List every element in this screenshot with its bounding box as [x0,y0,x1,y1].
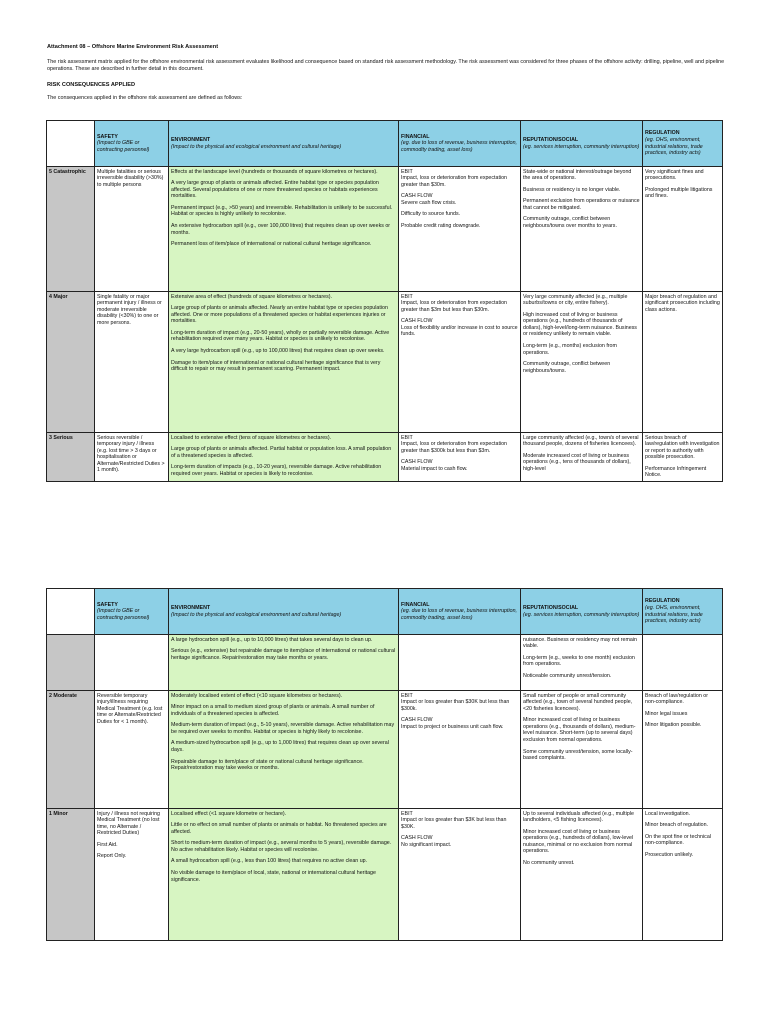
safety-cell [95,635,169,691]
cell-paragraph: Permanent impact (e.g., >50 years) and irreversible. Rehabilitation is unlikely to be successful. Habitat or species is highly unlikely to recolonise. [171,204,393,218]
table-row [47,292,723,433]
header-reputation: REPUTATION/SOCIAL (eg. services interruption, community interruption) [521,589,643,635]
consequence-level-cell: 5 Catastrophic [47,167,95,292]
reputation-cell [521,809,643,941]
regulation-cell [643,809,723,941]
cell-paragraph: Serious breach of law/regulation with investigation or report to authority with possible prosecution. [645,434,720,461]
cell-paragraph: Repairable damage to item/place of state or national cultural heritage significance. Repair/restoration may take weeks or months. [171,758,364,772]
environment-cell [169,167,399,292]
cell-paragraph: Damage to item/place of international or national cultural heritage significance that is very difficult to repair or may result in permanent scarring. Permanent impact. [171,359,381,373]
financial-cell [399,809,521,941]
regulation-cell [643,691,723,809]
cell-paragraph: Effects at the landscape level (hundreds or thousands of square kilometres or hectares). [171,168,378,175]
cell-paragraph: Minor legal issues [645,710,688,717]
section-heading: RISK CONSEQUENCES APPLIED [47,82,136,88]
cell-paragraph: Noticeable community unrest/tension. [523,672,612,679]
cell-paragraph: CASH FLOW Severe cash flow crisis. [401,193,457,206]
safety-cell [95,433,169,482]
cell-paragraph: First Aid. [97,841,118,848]
section-note: The consequences applied in the offshore risk assessment are defined as follows: [47,95,243,101]
reputation-cell [521,691,643,809]
cell-paragraph: Moderately localised extent of effect (<10 square kilometres or hectares). [171,692,343,699]
risk-consequence-table-2 [46,588,723,941]
reputation-cell [521,167,643,292]
financial-cell [399,167,521,292]
cell-paragraph: No visible damage to item/place of local, state, national or international cultural heritage significance. [171,870,376,883]
cell-paragraph: Very significant fines and prosecutions. [645,168,704,182]
cell-paragraph: Large community affected (e.g., town/s of several thousand people, dozens of fisheries licencees). [523,434,639,448]
cell-paragraph: Major breach of regulation and significant prosecution including class actions. [645,293,720,313]
cell-paragraph: Large group of plants or animals affected. Nearly an entire habitat type or species population affected. One or more populations of a threatened species or habitat experiences injuries or mortalities. [171,305,388,325]
cell-paragraph: EBIT Impact or loss greater than $30K but less than $300k. [401,692,510,712]
cell-paragraph: CASH FLOW Material impact to cash flow. [401,459,468,472]
financial-cell [399,292,521,433]
cell-paragraph: Short to medium-term duration of impact (e.g., several months to 5 years), reversible damage. No active rehabilitation likely. Habitat or species will recolonise. [171,840,392,853]
cell-paragraph: Localised effect (<1 square kilometre or hectare). [171,810,287,817]
financial-cell [399,635,521,691]
safety-cell [95,809,169,941]
cell-paragraph: Report Only. [97,853,127,860]
table-header-row [47,121,723,167]
cell-paragraph: Performance Infringement Notice. [645,465,707,479]
intro-paragraph: The risk assessment matrix applied for the offshore environmental risk assessment evaluates likelihood and consequence based on standard risk assessment methodology. The risk assessment was considered for three phases of the offshore activity: drilling, pipeline, well and pipeline operations. These are described in further detail in this document. [47,59,725,72]
cell-paragraph: Large group of plants or animals affected. Partial habitat or population loss. A small population of a threatened species is affected. [171,446,392,459]
cell-paragraph: Moderate increased cost of living or business operations (e.g., tens of thousands of dollars), high-level [523,452,631,472]
consequence-level-cell: 1 Minor [47,809,95,941]
table-row [47,433,723,482]
cell-paragraph: No community unrest. [523,860,575,867]
consequence-level-cell: 2 Moderate [47,691,95,809]
header-safety: SAFETY (Impact to GBE or contracting personnel) [95,121,169,167]
reputation-cell [521,433,643,482]
cell-paragraph: nuisance. Business or residency may not remain viable. [523,636,637,650]
document-title: Attachment 08 – Offshore Marine Environment Risk Assessment [47,44,219,50]
cell-paragraph: Minor increased cost of living or business operations (e.g., hundreds of dollars), low-level nuisance, minimal or no exclusion from normal operations. [523,828,634,855]
cell-paragraph: Long-term duration of impact (e.g., 20-50 years), wholly or partially reversible damage. Active rehabilitation required over many years. Habitat or species is unlikely to recolonise. [171,329,390,343]
regulation-cell [643,167,723,292]
cell-paragraph: Permanent exclusion from operations or nuisance that cannot be mitigated. [523,198,640,211]
header-regulation: REGULATION (eg. OHS, environment, industrial relations, trade practices, industry acts) [643,121,723,167]
cell-paragraph: Community outrage, conflict between neighbours/towns. [523,361,611,374]
header-blank-cell [47,121,95,167]
cell-paragraph: On the spot fine or technical non-compliance. [645,833,711,847]
cell-paragraph: A medium-sized hydrocarbon spill (e.g., up to 1,000 litres) that requires clean up over several days. [171,740,389,754]
reputation-cell [521,635,643,691]
cell-paragraph: High increased cost of living or business operations (e.g., hundreds of thousands of dollars), high-level/long-term nuisance. Business or residency unlikely to remain viable. [523,311,637,338]
cell-paragraph: Medium-term duration of impact (e.g., 5-10 years), reversible damage. Active rehabilitation may be required over weeks to months. Habitat or species is highly likely to recolonise. [171,722,395,735]
cell-paragraph: Some community unrest/tension, some locally-based complaints. [523,748,633,762]
header-financial: FINANCIAL (eg. due to loss of revenue, business interruption, commodity trading, asset loss) [399,121,521,167]
cell-paragraph: EBIT Impact, loss or deterioration from expectation greater than $30m. [401,168,507,188]
cell-paragraph: Probable credit rating downgrade. [401,223,481,230]
reputation-cell [521,292,643,433]
cell-paragraph: Difficulty to source funds. [401,211,461,218]
cell-paragraph: Minor impact on a small to medium sized group of plants or animals. A small number of individuals of a threatened species is affected. [171,704,375,717]
cell-paragraph: Business or residency is no longer viable. [523,186,621,193]
regulation-cell [643,433,723,482]
risk-consequence-table-1 [46,120,723,482]
table-row [47,635,723,691]
table-header-row [47,589,723,635]
cell-paragraph: Minor increased cost of living or business operations (e.g., thousands of dollars), medium-level nuisance. Short-term (up to several days) exclusion from normal operations. [523,717,636,744]
environment-cell [169,635,399,691]
cell-paragraph: Multiple fatalities or serious irreversible disability (>30%) to multiple persons [97,168,164,188]
safety-cell [95,292,169,433]
cell-paragraph: EBIT Impact or loss greater than $3K but less than $30K. [401,810,507,830]
safety-cell [95,167,169,292]
cell-paragraph: EBIT Impact, loss or deterioration from expectation greater than $300k but less than $3m. [401,434,507,454]
header-environment: ENVIRONMENT (Impact to the physical and ecological environment and cultural heritage) [169,589,399,635]
cell-paragraph: A large hydrocarbon spill (e.g., up to 10,000 litres) that takes several days to clean up. [171,636,373,643]
environment-cell [169,433,399,482]
regulation-cell [643,292,723,433]
cell-paragraph: CASH FLOW No significant impact. [401,835,452,848]
header-blank-cell [47,589,95,635]
cell-paragraph: Localised to extensive effect (tens of square kilometres or hectares). [171,434,332,441]
cell-paragraph: An extensive hydrocarbon spill (e.g., over 100,000 litres) that requires clean up over weeks or months. [171,223,391,236]
cell-paragraph: Small number of people or small community affected (e.g., town of several hundred people, <20 fisheries licencees). [523,692,633,712]
cell-paragraph: Prolonged multiple litigations and fines. [645,186,713,200]
cell-paragraph: A small hydrocarbon spill (e.g., less than 100 litres) that requires no active clean up. [171,858,368,865]
cell-paragraph: Permanent loss of item/place of international or national cultural heritage significance. [171,241,372,248]
header-environment: ENVIRONMENT (Impact to the physical and ecological environment and cultural heritage) [169,121,399,167]
header-safety: SAFETY (Impact to GBE or contracting personnel) [95,589,169,635]
environment-cell [169,691,399,809]
cell-paragraph: Local investigation. [645,810,691,817]
cell-paragraph: A very large group of plants or animals affected. Entire habitat type or species population affected. Several populations of one or more threatened species or habitats experiences mortalities. [171,180,379,200]
cell-paragraph: State-wide or national interest/outrage beyond the area of operations. [523,168,632,182]
cell-paragraph: Minor breach of regulation. [645,822,709,829]
cell-paragraph: Very large community affected (e.g., multiple suburbs/towns or city, entire fishery). [523,293,628,307]
cell-paragraph: Long-term (e.g., weeks to one month) exclusion from operations. [523,654,635,668]
cell-paragraph: Single fatality or major permanent injury / illness or moderate irreversible disability (<30%) to one or more persons. [97,293,162,326]
table-row [47,809,723,941]
cell-paragraph: EBIT Impact, loss or deterioration from expectation greater than $3m but less than $30m. [401,293,507,313]
cell-paragraph: Extensive area of effect (hundreds of square kilometres or hectares). [171,293,332,300]
cell-paragraph: A very large hydrocarbon spill (e.g., up to 100,000 litres) that requires clean up over weeks. [171,348,385,355]
safety-cell [95,691,169,809]
financial-cell [399,433,521,482]
cell-paragraph: Up to several individuals affected (e.g., multiple landholders, <5 fishing licencees). [523,810,634,824]
table-row [47,691,723,809]
environment-cell [169,809,399,941]
header-financial: FINANCIAL (eg. due to loss of revenue, business interruption, commodity trading, asset loss) [399,589,521,635]
cell-paragraph: Little or no effect on small number of plants or animals or habitat. No threatened species are affected. [171,822,387,835]
table-row [47,167,723,292]
header-regulation: REGULATION (eg. OHS, environment, industrial relations, trade practices, industry acts) [643,589,723,635]
cell-paragraph: Community outrage, conflict between neighbours/towns over months to years. [523,216,617,230]
cell-paragraph: Injury / illness not requiring Medical Treatment (no lost time, no Alternate / Restricted Duties) [97,810,161,837]
cell-paragraph: Serious (e.g., extensive) but repairable damage to item/place of international or national cultural heritage significance. Repair/restoration may take months or years. [171,648,396,661]
financial-cell [399,691,521,809]
header-reputation: REPUTATION/SOCIAL (eg. services interruption, community interruption) [521,121,643,167]
consequence-level-cell [47,635,95,691]
cell-paragraph: CASH FLOW Loss of flexibility and/or increase in cost to source funds. [401,318,518,338]
cell-paragraph: Serious reversible / temporary injury / illness (e.g. lost time > 3 days or hospitalisation or Alternate/Restricted Duties > 1 month). [97,434,165,474]
cell-paragraph: Long-term duration of impacts (e.g., 10-20 years), reversible damage. Active rehabilitation required over years. Habitat or species is likely to recolonise. [171,464,382,477]
environment-cell [169,292,399,433]
cell-paragraph: Prosecution unlikely. [645,851,694,858]
consequence-level-cell: 3 Serious [47,433,95,482]
cell-paragraph: Reversible temporary injury/illness requiring Medical Treatment (e.g. lost time or Alternate/Restricted Duties for < 1 month). [97,692,163,725]
cell-paragraph: CASH FLOW Impact to project or business unit cash flow. [401,717,504,730]
cell-paragraph: Breach of law/regulation or non-compliance. [645,692,709,706]
cell-paragraph: Long-term (e.g., months) exclusion from operations. [523,343,617,356]
cell-paragraph: Minor litigation possible. [645,722,702,729]
regulation-cell [643,635,723,691]
consequence-level-cell: 4 Major [47,292,95,433]
